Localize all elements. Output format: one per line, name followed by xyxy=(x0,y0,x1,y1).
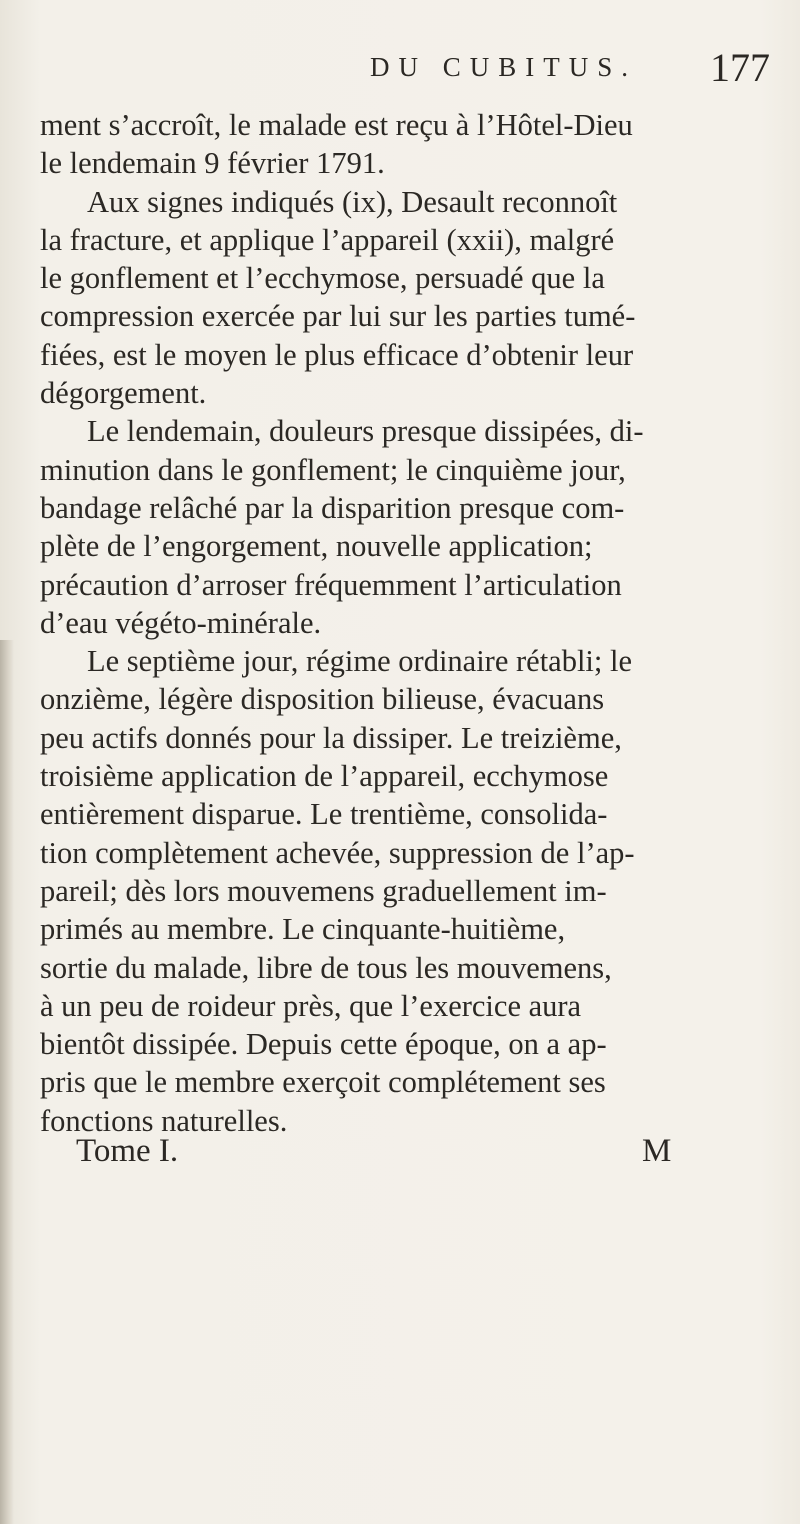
running-title: DU CUBITUS. xyxy=(370,52,638,82)
text-line: entièrement disparue. Le trentième, consolida- xyxy=(40,797,608,832)
text-line: tion complètement achevée, suppression de l’ap- xyxy=(40,835,635,870)
text-line: fonctions naturelles. xyxy=(40,1103,288,1138)
text-line: dégorgement. xyxy=(40,376,207,411)
paragraph-start: Le lendemain, douleurs presque dissipées, di- xyxy=(87,414,644,449)
paragraph-start: Aux signes indiqués (ix), Desault reconnoît xyxy=(87,184,618,219)
text-line: le lendemain 9 février 1791. xyxy=(40,146,385,181)
text-line: précaution d’arroser fréquemment l’articulation xyxy=(40,567,622,602)
body-text xyxy=(40,106,780,1140)
text-line: compression exercée par lui sur les parties tumé- xyxy=(40,299,636,334)
text-line: pris que le membre exerçoit complétement ses xyxy=(40,1065,606,1100)
text-line: d’eau végéto-minérale. xyxy=(40,605,322,640)
text-line: fiées, est le moyen le plus efficace d’obtenir leur xyxy=(40,337,634,372)
text-line: ment s’accroît, le malade est reçu à l’Hôtel-Dieu xyxy=(40,108,633,142)
text-line: la fracture, et applique l’appareil (xxii), malgré xyxy=(40,222,615,257)
text-line: bientôt dissipée. Depuis cette époque, on a ap- xyxy=(40,1027,607,1062)
text-line: le gonflement et l’ecchymose, persuadé que la xyxy=(40,261,605,296)
binding-shadow xyxy=(0,640,14,1524)
text-line: à un peu de roideur près, que l’exercice aura xyxy=(40,988,582,1023)
volume-label: Tome I. xyxy=(76,1133,179,1169)
page-number: 177 xyxy=(710,45,770,90)
text-line: sortie du malade, libre de tous les mouvemens, xyxy=(40,950,612,985)
text-line: peu actifs donnés pour la dissiper. Le treizième, xyxy=(40,720,622,755)
text-line: bandage relâché par la disparition presque com- xyxy=(40,490,625,525)
paragraph-start: Le septième jour, régime ordinaire rétabli; le xyxy=(87,644,633,679)
text-line: onzième, légère disposition bilieuse, évacuans xyxy=(40,682,605,717)
text-line: primés au membre. Le cinquante-huitième, xyxy=(40,912,566,947)
text-line: troisième application de l’appareil, ecchymose xyxy=(40,759,609,794)
text-line: plète de l’engorgement, nouvelle application; xyxy=(40,529,593,564)
text-line: pareil; dès lors mouvemens graduellement im- xyxy=(40,873,607,908)
text-line: minution dans le gonflement; le cinquième jour, xyxy=(40,452,626,487)
signature-mark: M xyxy=(642,1133,672,1169)
